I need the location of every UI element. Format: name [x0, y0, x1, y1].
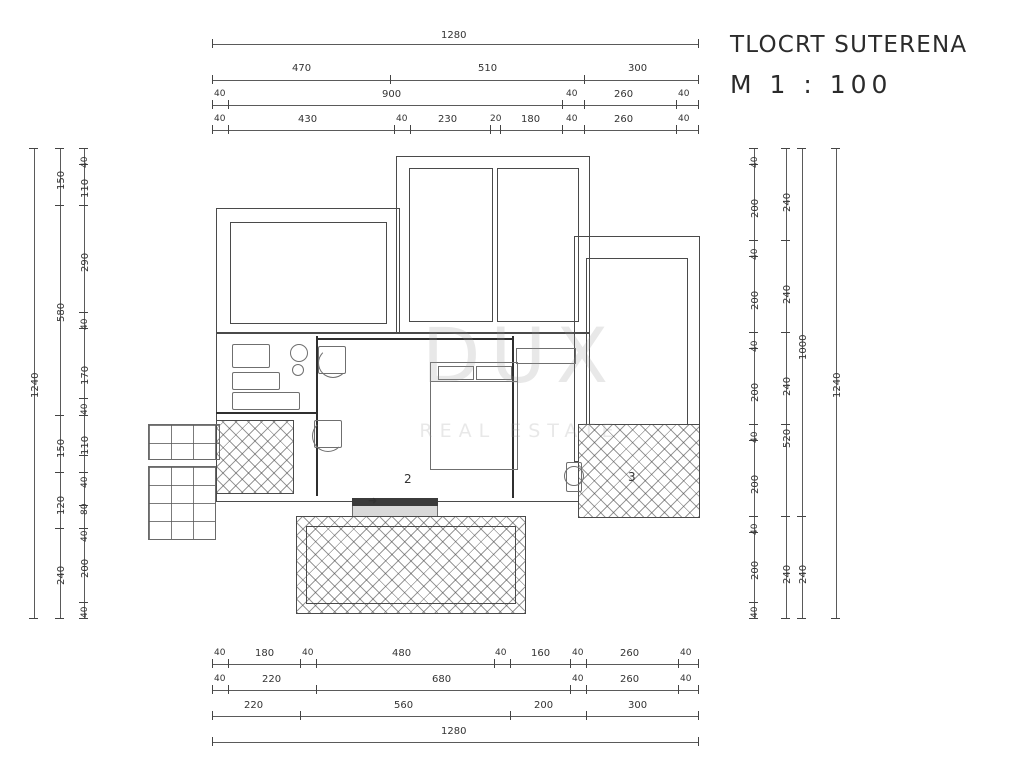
dim-tick: [676, 100, 677, 109]
dim-bot1-40d: 40: [572, 648, 584, 658]
dim-left3-110a: 110: [80, 178, 91, 198]
dim-tick: [212, 75, 213, 84]
dim-tick: [212, 39, 213, 48]
dim-tick: [79, 415, 88, 416]
dim-tick: [781, 240, 790, 241]
dim-tick: [584, 75, 585, 84]
dim-top4-430: 430: [298, 114, 318, 125]
dim-tick: [228, 125, 229, 134]
dim-left-120: 120: [56, 495, 67, 515]
dim-right1-200a: 200: [750, 198, 761, 218]
dim-left3-40a: 40: [80, 156, 90, 168]
dim-tick: [212, 659, 213, 668]
dim-top-260: 260: [614, 89, 634, 100]
dim-right1-40b: 40: [750, 248, 760, 260]
dim-tick: [678, 685, 679, 694]
dim-tick: [29, 618, 38, 619]
dim-bot1-40c: 40: [495, 648, 507, 658]
dim-bot3-200: 200: [534, 700, 554, 711]
dim-bot1-40e: 40: [680, 648, 692, 658]
dim-top4-20: 20: [490, 114, 502, 124]
dim-line-left-2: [60, 148, 61, 618]
dim-tick: [584, 125, 585, 134]
plan-room-top-right: [497, 168, 579, 322]
dim-tick: [79, 618, 88, 619]
dim-top-40c: 40: [678, 89, 690, 99]
dim-left3-40f: 40: [80, 606, 90, 618]
dim-tick: [79, 148, 88, 149]
dim-tick: [678, 659, 679, 668]
dim-right3-240: 240: [798, 564, 809, 584]
dim-tick: [228, 659, 229, 668]
room-label-2: 2: [404, 472, 412, 486]
dim-left3-200: 200: [80, 558, 91, 578]
dim-top4-260: 260: [614, 114, 634, 125]
dim-top4-40d: 40: [678, 114, 690, 124]
dim-tick: [749, 240, 758, 241]
dim-tick: [510, 659, 511, 668]
dim-bottom-total: 1280: [441, 726, 467, 737]
dim-left3-110b: 110: [80, 435, 91, 455]
dim-tick: [55, 415, 64, 416]
dim-top-300: 300: [628, 63, 648, 74]
plan-terrace-right: [578, 424, 700, 518]
dim-bot2-680: 680: [432, 674, 452, 685]
dim-line-bottom-4: [212, 742, 698, 743]
dim-tick: [781, 516, 790, 517]
dim-top-40b: 40: [566, 89, 578, 99]
dim-tick: [55, 528, 64, 529]
dim-tick: [55, 205, 64, 206]
plan-room-left-upper-inner: [230, 222, 387, 324]
dim-left-240: 240: [56, 565, 67, 585]
dim-top4-40c: 40: [566, 114, 578, 124]
dim-right2-240a: 240: [782, 192, 793, 212]
dim-left3-40d: 40: [80, 476, 90, 488]
dim-top-470: 470: [292, 63, 312, 74]
dim-line-bottom-3: [212, 716, 698, 717]
dim-left3-80: 80: [80, 503, 90, 515]
dim-right1-40f: 40: [750, 606, 760, 618]
dim-left-580: 580: [56, 302, 67, 322]
dim-tick: [410, 125, 411, 134]
dim-bot1-40a: 40: [214, 648, 226, 658]
plan-fixture-wc: [290, 344, 308, 362]
dim-tick: [797, 516, 806, 517]
dim-tick: [698, 75, 699, 84]
dim-tick: [212, 100, 213, 109]
dim-tick: [390, 75, 391, 84]
dim-right1-40a: 40: [750, 156, 760, 168]
dim-bot1-480: 480: [392, 648, 412, 659]
dim-top4-180: 180: [521, 114, 541, 125]
dim-right-total: 1240: [832, 372, 843, 398]
dim-tick: [212, 685, 213, 694]
dim-right2-520: 520: [782, 428, 793, 448]
dim-left3-290: 290: [80, 252, 91, 272]
dim-line-bottom-1: [212, 664, 698, 665]
dim-tick: [79, 602, 88, 603]
dim-tick: [781, 148, 790, 149]
dim-bot3-560: 560: [394, 700, 414, 711]
dim-right2-240d: 240: [782, 564, 793, 584]
plan-partition-top-center: [318, 338, 514, 340]
dim-right3-1000: 1000: [798, 334, 809, 360]
dim-tick: [510, 711, 511, 720]
dim-tick: [749, 516, 758, 517]
dim-tick: [749, 148, 758, 149]
dim-tick: [781, 618, 790, 619]
dim-line-bottom-2: [212, 690, 698, 691]
dim-tick: [749, 602, 758, 603]
dim-tick: [212, 737, 213, 746]
plan-fixture-drain-icon: [292, 364, 304, 376]
plan-room-right-inner: [586, 258, 688, 442]
dim-tick: [562, 125, 563, 134]
dim-tick: [749, 618, 758, 619]
plan-outdoor-steps-upper: [148, 424, 220, 460]
dim-bot2-220: 220: [262, 674, 282, 685]
plan-fixture-tub: [232, 392, 300, 410]
dim-tick: [562, 100, 563, 109]
dim-right2-240c: 240: [782, 376, 793, 396]
dim-tick: [494, 659, 495, 668]
dim-tick: [300, 711, 301, 720]
dim-tick: [781, 332, 790, 333]
dim-tick: [316, 659, 317, 668]
plan-terrace-left: [216, 420, 294, 494]
dim-tick: [316, 685, 317, 694]
dim-tick: [55, 148, 64, 149]
dim-top4-230: 230: [438, 114, 458, 125]
dim-tick: [79, 312, 88, 313]
dim-right1-40d: 40: [750, 431, 760, 443]
dim-tick: [300, 659, 301, 668]
dim-left-150a: 150: [56, 170, 67, 190]
dim-right2-240b: 240: [782, 284, 793, 304]
dim-tick: [79, 528, 88, 529]
dim-tick: [698, 737, 699, 746]
watermark-brand: DUX: [421, 311, 619, 400]
dim-tick: [394, 125, 395, 134]
dim-tick: [698, 711, 699, 720]
plan-fixture-sink: [232, 344, 270, 368]
dim-line-top-4: [212, 130, 698, 131]
dim-tick: [676, 125, 677, 134]
dim-left3-40b: 40: [80, 318, 90, 330]
dim-bot2-260: 260: [620, 674, 640, 685]
dim-tick: [831, 148, 840, 149]
dim-bot2-40b: 40: [572, 674, 584, 684]
drawing-title: TLOCRT SUTERENA: [730, 32, 968, 58]
dim-bot1-260: 260: [620, 648, 640, 659]
dim-tick: [584, 100, 585, 109]
dim-tick: [570, 659, 571, 668]
dim-tick: [698, 100, 699, 109]
dim-tick: [490, 125, 491, 134]
dim-top-total: 1280: [441, 30, 467, 41]
dim-tick: [797, 148, 806, 149]
dim-bot3-220: 220: [244, 700, 264, 711]
dim-tick: [586, 659, 587, 668]
dim-tick: [55, 472, 64, 473]
dim-tick: [29, 148, 38, 149]
dim-tick: [749, 424, 758, 425]
dim-tick: [698, 659, 699, 668]
dim-left3-40c: 40: [80, 403, 90, 415]
dim-tick: [698, 685, 699, 694]
dim-tick: [698, 39, 699, 48]
plan-stair-edge: [352, 498, 438, 506]
dim-tick: [79, 472, 88, 473]
plan-outdoor-steps-lower: [148, 466, 216, 540]
dim-line-top-2: [212, 80, 698, 81]
dim-line-right-3: [802, 148, 803, 618]
plan-window-right-upper: [516, 348, 576, 364]
dim-top-40a: 40: [214, 89, 226, 99]
dim-tick: [228, 100, 229, 109]
dim-right1-40c: 40: [750, 340, 760, 352]
dim-line-top-3: [212, 105, 698, 106]
dim-tick: [212, 125, 213, 134]
plan-fixture-right-circle: [564, 466, 584, 486]
plan-room-top-left: [409, 168, 493, 322]
title-block: [730, 32, 990, 99]
dim-bot3-300: 300: [628, 700, 648, 711]
plan-partition-horizontal: [216, 412, 318, 414]
dim-top4-40a: 40: [214, 114, 226, 124]
dim-tick: [79, 455, 88, 456]
dim-bot2-40a: 40: [214, 674, 226, 684]
dim-left3-40e: 40: [80, 530, 90, 542]
dim-line-top-1: [212, 44, 698, 45]
dim-tick: [570, 685, 571, 694]
plan-door-leaf-lower: [314, 420, 342, 448]
dim-bot1-180: 180: [255, 648, 275, 659]
dim-tick: [831, 618, 840, 619]
dim-bot2-40c: 40: [680, 674, 692, 684]
plan-door-leaf-upper: [318, 346, 346, 374]
dim-tick: [586, 711, 587, 720]
dim-tick: [79, 398, 88, 399]
dim-right1-200c: 200: [750, 382, 761, 402]
plan-fixture-counter: [232, 372, 280, 390]
dim-tick: [797, 618, 806, 619]
dim-right1-200b: 200: [750, 290, 761, 310]
dim-top-510: 510: [478, 63, 498, 74]
dim-left-150b: 150: [56, 438, 67, 458]
dim-bot1-160: 160: [531, 648, 551, 659]
dim-tick: [55, 618, 64, 619]
dim-tick: [212, 711, 213, 720]
dim-right1-200e: 200: [750, 560, 761, 580]
dim-left-total: 1240: [30, 372, 41, 398]
dim-tick: [79, 205, 88, 206]
dim-right1-40e: 40: [750, 523, 760, 535]
dim-top4-40b: 40: [396, 114, 408, 124]
dim-top-900: 900: [382, 89, 402, 100]
room-label-3: 3: [628, 470, 636, 484]
drawing-scale: M 1 : 100: [730, 70, 893, 99]
plan-direction-arrow: ➜: [368, 494, 378, 507]
dim-tick: [500, 125, 501, 134]
dim-right1-200d: 200: [750, 474, 761, 494]
dim-left3-170: 170: [80, 365, 91, 385]
watermark-tagline: REAL ESTATE: [419, 420, 621, 442]
dim-tick: [749, 332, 758, 333]
plan-terrace-bottom-inner: [306, 526, 516, 604]
plan-pillow-left: [438, 366, 474, 380]
dim-tick: [781, 424, 790, 425]
dim-tick: [586, 685, 587, 694]
dim-bot1-40b: 40: [302, 648, 314, 658]
plan-pillow-right: [476, 366, 512, 380]
dim-tick: [698, 125, 699, 134]
dim-tick: [228, 685, 229, 694]
